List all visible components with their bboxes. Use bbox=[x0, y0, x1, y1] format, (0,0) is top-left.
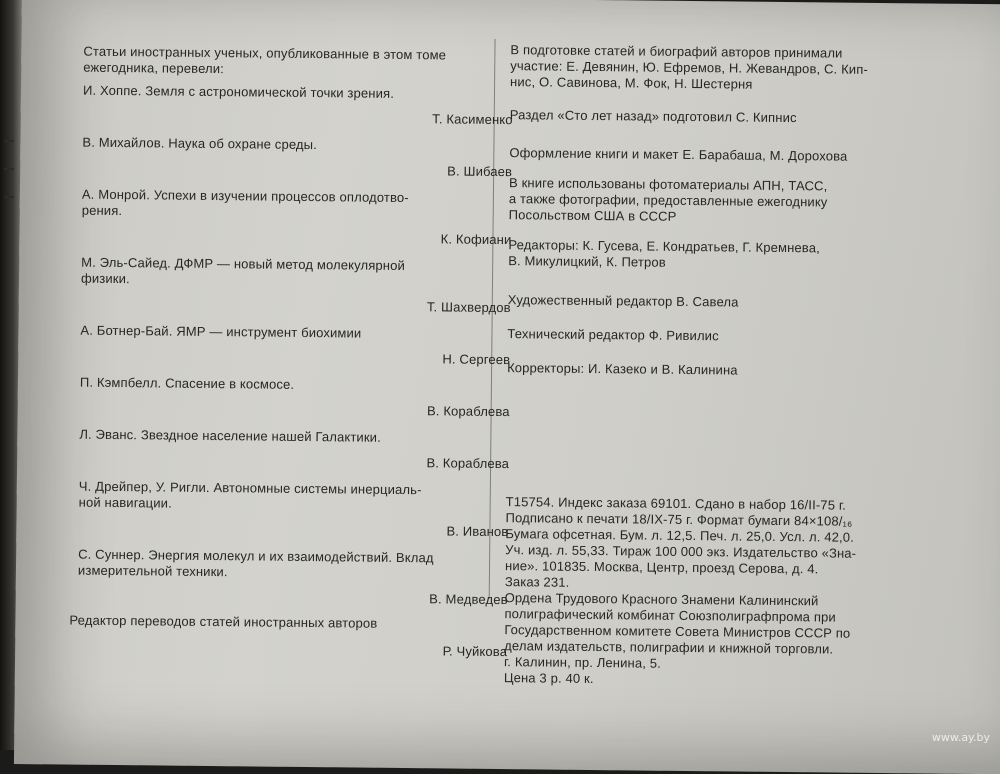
article-title: В. Михайлов. Наука об охране среды. bbox=[82, 134, 318, 153]
photo-credit: В книге использованы фотоматериалы АПН, ТАСС, а также фотографии, предоставленные ежегоднику Посольством США в СССР bbox=[508, 175, 828, 224]
credits-column bbox=[504, 42, 971, 691]
article-title: Ч. Дрейпер, У. Ригли. Автономные системы инерциаль- ной навигации. bbox=[78, 478, 422, 511]
translator-name: В. Шибаев bbox=[447, 163, 513, 180]
edge-mark-line bbox=[4, 196, 14, 198]
price-label: Цена 3 р. 40 к. bbox=[503, 670, 594, 687]
chief-editor-name: Р. Чуйкова bbox=[442, 643, 508, 660]
article-title: П. Кэмпбелл. Спасение в космосе. bbox=[79, 374, 295, 392]
article-title: С. Суннер. Энергия молекул и их взаимодействий. Вклад измерительной техники. bbox=[77, 546, 434, 580]
article-title: И. Хоппе. Земля с астрономической точки зрения. bbox=[82, 82, 395, 101]
translators-intro: Статьи иностранных ученых, опубликованные в этом томе ежегодника, перевели: bbox=[83, 43, 447, 77]
translator-name: Н. Сергеев bbox=[442, 351, 511, 368]
edge-mark-line bbox=[4, 140, 14, 142]
article-title: Л. Эванс. Звездное население нашей Галактики. bbox=[79, 426, 381, 445]
translator-name: Т. Касименко bbox=[432, 111, 513, 128]
translators-column bbox=[69, 43, 513, 660]
tech-editor-credit: Технический редактор Ф. Ривилис bbox=[507, 326, 719, 344]
editors-credit: Редакторы: К. Гусева, Е. Кондратьев, Г. Кремнева, В. Микулицкий, К. Петров bbox=[508, 237, 820, 270]
translator-name: В. Иванов bbox=[446, 523, 509, 540]
contributors-text: В подготовке статей и биографий авторов принимали участие: Е. Девянин, Ю. Ефремов, Н. Жевандров, С. Кип- нис, О. Савинова, М. Фок, Н. Шестерня bbox=[510, 42, 869, 92]
translator-name: Т. Шахвердов bbox=[426, 299, 511, 316]
article-title: А. Ботнер-Бай. ЯМР — инструмент биохимии bbox=[80, 322, 362, 341]
printer-info: Ордена Трудового Красного Знамени Калининский полиграфический комбинат Союзполиграфпрома при Государственном комитете Совета Министров СССР по делам издательств, полиграфии и книжной торговли. г. Калинин, пр. Ленина, 5. bbox=[503, 590, 851, 671]
article-title: А. Монрой. Успехи в изучении процессов оплодотво- рения. bbox=[81, 186, 409, 219]
edge-mark-line bbox=[4, 168, 14, 170]
chief-editor-label: Редактор переводов статей иностранных авторов bbox=[69, 612, 378, 631]
translator-name: В. Медведев bbox=[429, 591, 508, 608]
article-title: М. Эль-Сайед. ДФМР — новый метод молекулярной физики. bbox=[80, 254, 406, 287]
site-watermark: www.ay.by bbox=[931, 731, 990, 744]
translator-name: В. Кораблева bbox=[426, 403, 510, 420]
translator-name: К. Кофиани bbox=[440, 231, 512, 248]
design-credit: Оформление книги и макет Е. Барабаша, М. Дорохова bbox=[509, 145, 848, 164]
art-editor-credit: Художественный редактор В. Савела bbox=[507, 292, 739, 310]
translator-name: В. Кораблева bbox=[426, 455, 510, 472]
print-imprint: Т15754. Индекс заказа 69101. Сдано в набор 16/II-75 г. Подписано к печати 18/IX-75 г. Формат бумаги 84×108/₁₆ Бумага офсетная. Бум. л. 12,5. Печ. л. 25,0. Усл. л. 42,0. Уч. изд. л. 55,33. Тираж 100 000 экз. Издательство «Зна- ние». 101835. Москва, Центр, проезд Серова, д. 4. Заказ 231. bbox=[504, 494, 857, 590]
section-credit: Раздел «Сто лет назад» подготовил С. Кипнис bbox=[509, 107, 797, 126]
book-page bbox=[14, 0, 1000, 774]
correctors-credit: Корректоры: И. Казеко и В. Калинина bbox=[507, 360, 738, 378]
